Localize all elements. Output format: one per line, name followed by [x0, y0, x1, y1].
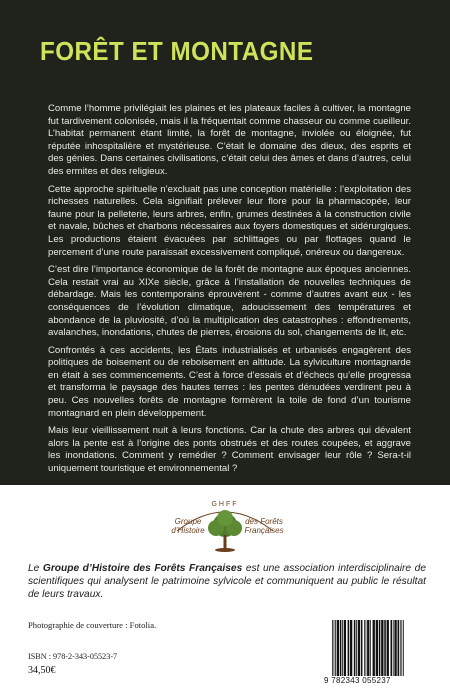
barcode-bar [354, 620, 356, 676]
paragraph-3: C’est dire l’importance économique de la forêt de montagne aux époques anciennes. Cela restait vrai au XIXe siècle, grâce à l’installation de nouvelles techniques de débardage. Mais les contemporains éprouvèrent - comme d’autres avant eux - les conséquences de l’évolution climatique, adoucissement des températures et abondance de la pluviosité, d’où la multiplication des catastrophes : effondrements, avalanches, inondations, chutes de pierres, érosions du sol, changements de lit, etc. [48, 264, 411, 339]
barcode-bar [403, 620, 404, 676]
barcode-bar [398, 620, 400, 676]
barcode-bar [335, 620, 336, 676]
barcode-bar [381, 620, 383, 676]
barcode-bar [364, 620, 365, 676]
paragraph-4: Confrontés à ces accidents, les États industrialisés et urbanisés engagèrent des politiques de boisement ou de reboisement en altitude. La sylviculture montagnarde en était à ses commencements. C’est à force d’essais et d’échecs qu’elle progressa et transforma le paysage des hautes terres : les pentes dénudées verdirent peu à peu. Ces nouvelles forêts de montagne formèrent la toile de fond d’un tourisme montagnard en plein développement. [48, 344, 411, 419]
barcode-bar [387, 620, 389, 676]
barcode-bar [356, 620, 357, 676]
barcode-bar [340, 620, 342, 676]
barcode-bar [400, 620, 401, 676]
barcode-bar [370, 620, 371, 676]
price: 34,50€ [28, 665, 56, 676]
barcode-bar [332, 620, 333, 676]
barcode-bar [350, 620, 352, 676]
barcode-bar [384, 620, 386, 676]
barcode-bar [337, 620, 339, 676]
paragraph-1: Comme l’homme privilégiait les plaines et les plateaux faciles à cultiver, la montagne fut tardivement colonisée, mais il la fréquentait comme chasseur ou comme cueilleur. L’habitat permanent étant limité, la forêt de montagne, inviolée ou éloignée, fut réputée inhospitalière et mystérieuse. C’était le domaine des dieux, des esprits et des génies. Dans certaines civilisations, c’était celui des âmes et dans d’autres, celui des ermites et des religieux. [48, 103, 411, 177]
photo-credit: Photographie de couverture : Fotolia. [28, 620, 157, 630]
barcode-bar [373, 620, 375, 676]
barcode-bar [379, 620, 381, 676]
barcode-bar [401, 620, 402, 676]
desc-name: Groupe d’Histoire des Forêts Françaises [42, 563, 243, 574]
barcode-bar [376, 620, 378, 676]
barcode-bar [393, 620, 394, 676]
book-title: FORÊT ET MONTAGNE [40, 36, 314, 66]
barcode-bar [344, 620, 346, 676]
logo-left-text: Groupe d’Histoire [171, 517, 205, 535]
barcode-bar [394, 620, 396, 676]
barcode-bar [391, 620, 393, 676]
barcode-bar [358, 620, 360, 676]
barcode-bar [342, 620, 343, 676]
desc-prefix: Le [28, 563, 43, 574]
barcode-bar [366, 620, 367, 676]
publisher-description [28, 562, 426, 601]
barcode-bar [361, 620, 363, 676]
barcode-bar [334, 620, 335, 676]
barcode-digits: 9 782343 055237 [324, 676, 391, 685]
logo-right-text: des Forêts Françaises [244, 517, 284, 535]
paragraph-5: Mais leur vieillissement nuit à leurs fonctions. Car la chute des arbres qui dévalent alors la pente est à l’origine des ponts obstrués et des routes coupées, et aggrave les inondations. Comment y remédier ? Comment envisager leur rôle ? Sera-t-il uniquement touristique et environnemental ? [48, 425, 411, 475]
paragraph-2: Cette approche spirituelle n’excluait pas une conception matérielle : l’exploitation des richesses naturelles. Cela signifiait prélever leur flore pour la pharmacopée, leur faune pour la pelleterie, leurs arbres, enfin, grumes destinées à la construction civile et navale, bûches et charbons nécessaires aux foyers domestiques et sidérurgiques. Les productions étaient évacuées par schlittages ou par flottages quand le percement d’une route paraissait excessivement compliqué, onéreux ou dangereux. [48, 183, 411, 258]
desc-suffix: est une association interdisciplinaire de scientifiques qui analysent le patrimoine sylvicole et communiquent au public le résultat de leurs travaux. [28, 563, 426, 600]
barcode [330, 620, 426, 678]
isbn: ISBN : 978-2-343-05523-7 [28, 652, 118, 661]
barcode-bar [367, 620, 369, 676]
barcode-bar [348, 620, 350, 676]
back-cover-text [48, 103, 411, 476]
logo-acronym: GHFF [211, 501, 239, 508]
